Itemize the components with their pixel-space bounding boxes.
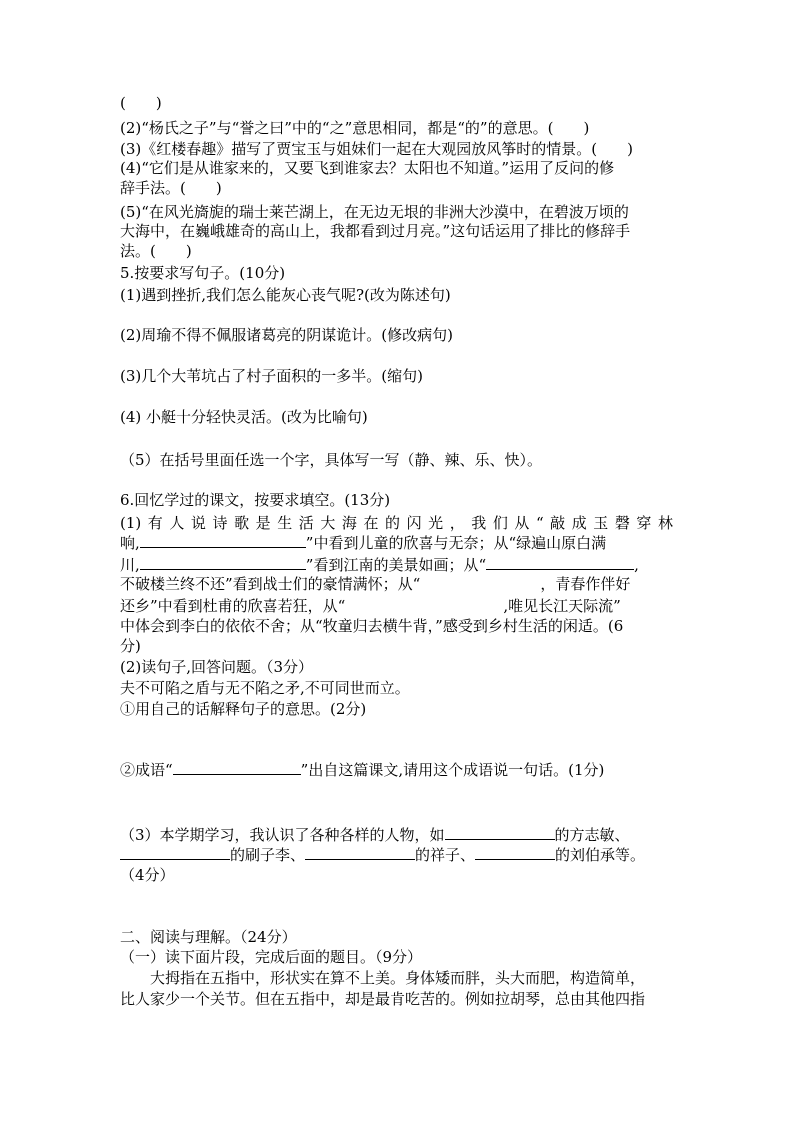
q4-item5-line2: 大海中，在巍峨雄奇的高山上，我都看到过月亮。”这句话运用了排比的修辞手 [120,222,631,240]
q6-part3-line1 [120,826,630,845]
q5-sentence-5: （5）在括号里面任选一个字，具体写一写（静、辣、乐、快）。 [120,451,543,469]
q5-sentence-4: (4) 小艇十分轻快灵活。(改为比喻句) [120,408,368,426]
fill-blank[interactable] [486,556,634,570]
q6-part2-title: (2)读句子,回答问题。（3分） [120,658,314,676]
fill-blank[interactable] [173,761,301,775]
q6-part3-line3: （4分） [120,866,175,884]
fill-blank[interactable] [120,846,230,860]
q4-item2: (2)“杨氏之子”与“誉之曰”中的“之”意思相同，都是“的”的意思。( ) [120,119,590,137]
q6-part2-question2 [120,761,604,780]
q6-part1-line6: 中体会到李白的依依不舍；从“牧童归去横牛背，”感受到乡村生活的闲适。(6 [120,617,624,635]
q4-item5-line3: 法。( ) [120,242,192,260]
q4-item4-line2: 辞手法。( ) [120,179,222,197]
fill-blank[interactable] [140,534,306,548]
q4-item1-tail: ( ) [120,94,162,112]
q4-item4-line1: (4)“它们是从谁家来的，又要飞到谁家去？太阳也不知道。”运用了反问的修 [120,159,615,177]
q6-text: 的祥子、 [415,846,476,864]
passage-line1: 大拇指在五指中，形状实在算不上美。身体矮而胖，头大而肥，构造简单， [150,969,646,987]
q6-part3-line2 [120,846,645,865]
q6-part1-line2 [120,534,606,553]
q6-text: 还乡”中看到杜甫的欣喜若狂，从“ [120,597,346,615]
passage-line2: 比人家少一个关节。但在五指中，却是最肯吃苦的。例如拉胡琴，总由其他四指 [120,990,646,1008]
q6-text: 川, [120,556,140,574]
q6-part1-line3 [120,556,639,575]
q5-title: 5.按要求写句子。(10分) [120,264,286,282]
q6-text: ”中看到儿童的欣喜与无奈；从“绿遍山原白满 [305,534,607,552]
reading1-title: （一）读下面片段，完成后面的题目。（9分） [120,948,423,966]
q6-part1-line5 [120,597,621,616]
q6-text: 响, [120,534,140,552]
q6-text: 不破楼兰终不还”看到战士们的豪情满怀；从“ [120,575,421,593]
q6-text: ”看到江南的美景如画；从“ [305,556,487,574]
fill-blank[interactable] [445,826,555,840]
q4-item3: (3)《红楼春趣》描写了贾宝玉与姐妹们一起在大观园放风筝时的情景。( ) [120,140,633,158]
q6-part1-line4 [120,575,630,594]
q6-text: ,唯见长江天际流” [503,597,621,615]
q6-part2-question1: ①用自己的话解释句子的意思。(2分) [120,700,367,718]
q6-text: 的刷子李、 [230,846,306,864]
q5-sentence-2: (2)周瑜不得不佩服诸葛亮的阴谋诡计。(修改病句) [120,326,453,344]
fill-blank[interactable] [140,556,306,570]
fill-blank[interactable] [475,846,555,860]
q5-sentence-1: (1)遇到挫折,我们怎么能灰心丧气呢?(改为陈述句) [120,286,451,304]
q6-part1-line7: 分) [120,637,141,655]
q6-text: ”出自这篇课文,请用这个成语说一句话。(1分) [300,761,605,779]
q6-text: 的方志敏、 [554,826,630,844]
section2-title: 二、阅读与理解。（24分） [120,928,297,946]
q6-text: ②成语“ [120,761,173,779]
q6-text: 的刘伯承等。 [555,846,646,864]
q6-part2-sentence: 夫不可陷之盾与无不陷之矛,不可同世而立。 [120,679,410,697]
q6-part1-line1: (1)有人说诗歌是生活大海在的闪光，我们从“敲成玉磬穿林 [120,514,673,532]
q6-text: （3）本学期学习，我认识了各种各样的人物，如 [120,826,445,844]
q5-sentence-3: (3)几个大苇坑占了村子面积的一多半。(缩句) [120,367,423,385]
q6-text: , [634,556,639,574]
q6-title: 6.回忆学过的课文，按要求填空。(13分) [120,491,391,509]
q6-text: ，青春作伴好 [540,575,631,593]
fill-blank[interactable] [305,846,415,860]
q4-item5-line1: (5)“在风光旖旎的瑞士莱芒湖上，在无边无垠的非洲大沙漠中，在碧波万顷的 [120,203,629,221]
